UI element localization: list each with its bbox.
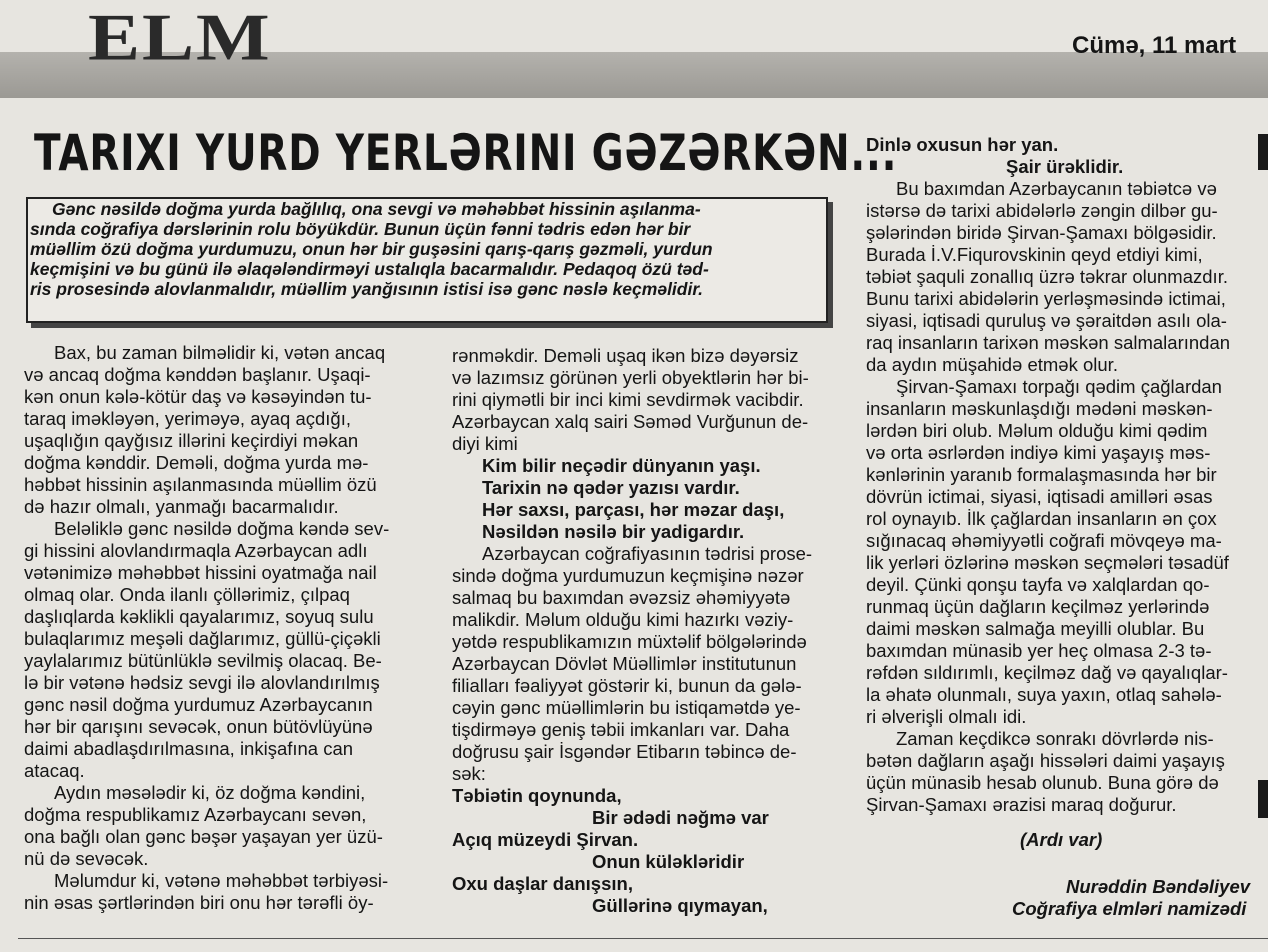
continued-text: (Ardı var): [1020, 829, 1103, 850]
text-line: diyi kimi: [452, 433, 518, 454]
text-line: doğrusu şair İsgəndər Etibarın təbincə de-: [452, 741, 797, 762]
text-line: də hazır olmalı, yanmağı bacarmalıdır.: [24, 496, 339, 517]
text-line: kənlərinin yaranıb formalaşmasında hər bir: [866, 464, 1217, 485]
text-line: da aydın müşahidə etmək olur.: [866, 354, 1118, 375]
article-headline: TARIXI YURD YERLƏRINI GƏZƏRKƏN...: [34, 124, 898, 182]
text-line: la əhatə olunmalı, suya yaxın, otlaq sahələ-: [866, 684, 1222, 705]
text-line: nü də sevəcək.: [24, 848, 149, 869]
text-line: şələrindən biridə Şirvan-Şamaxı bölgəsidir.: [866, 222, 1217, 243]
section-title: ELM: [88, 0, 272, 74]
text-line: gənc nəsil doğma yurdumuz Azərbaycanın: [24, 694, 373, 715]
text-line: Oxu daşlar danışsın,: [452, 873, 633, 894]
text-line: rini qiymətli bir inci kimi sevdirmək vacibdir.: [452, 389, 804, 410]
text-line: kən onun kələ-kötür daş və kəsəyindən tu-: [24, 386, 372, 407]
text-line: və lazımsız görünən yerli obyektlərin hər bi-: [452, 367, 809, 388]
text-line: Bir ədədi nəğmə var: [592, 807, 769, 828]
text-line: ri əlverişli olmalı idi.: [866, 706, 1027, 727]
text-line: gi hissini alovlandırmaqla Azərbaycan adlı: [24, 540, 368, 561]
text-line: doğma respublikamız Azərbaycanı sevən,: [24, 804, 367, 825]
text-line: bətən dağların aşağı hissələri daimi yaşayış: [866, 750, 1225, 771]
text-line: siyasi, iqtisadi quruluş və şəraitdən asılı ola-: [866, 310, 1227, 331]
text-line: Hər saxsı, parçası, hər məzar daşı,: [482, 499, 785, 520]
article-column-2: [452, 345, 842, 917]
text-line: bulaqlarımız meşəli dağlarımız, güllü-çiçəkli: [24, 628, 381, 649]
lead-line: keçmişini və bu günü ilə əlaqələndirməyi ustalıqla bacarmalıdır. Pedaqoq özü təd-: [30, 259, 709, 279]
text-line: və ancaq doğma kənddən başlanır. Uşaqi-: [24, 364, 371, 385]
text-line: runmaq üçün dağların keçilməz yerlərində: [866, 596, 1210, 617]
text-line: Dinlə oxusun hər yan.: [866, 134, 1059, 155]
text-line: daimi abadlaşdırılmasına, inkişafına can: [24, 738, 354, 759]
author-name: [1066, 876, 1250, 898]
text-line: malikdir. Məlum olduğu kimi hazırkı vəziy-: [452, 609, 794, 630]
text-line: Təbiətin qoynunda,: [452, 785, 622, 806]
article-column-3: [866, 134, 1262, 816]
text-line: Şair ürəklidir.: [1006, 156, 1124, 177]
issue-date: Cümə, 11 mart: [1072, 32, 1237, 59]
text-line: rol oynayıb. İlk çağlardan insanların ən çox: [866, 508, 1217, 529]
continued-note: [1020, 829, 1102, 851]
text-line: tişdirməyə geniş təbii imkanları var. Daha: [452, 719, 790, 740]
article-column-1: [24, 342, 434, 914]
text-line: rənməkdir. Deməli uşaq ikən bizə dəyərsiz: [452, 345, 799, 366]
text-line: Şirvan-Şamaxı ərazisi maraq doğurur.: [866, 794, 1177, 815]
text-line: Azərbaycan coğrafiyasının tədrisi prose-: [482, 543, 813, 564]
text-line: salmaq bu baxımdan əvəzsiz əhəmiyyətə: [452, 587, 791, 608]
lead-line: ris prosesində alovlanmalıdır, müəllim yanğısının istisi isə gənc nəslə keçməlidir.: [30, 279, 704, 299]
text-line: Bu baxımdan Azərbaycanın təbiətcə və: [896, 178, 1217, 199]
bottom-rule: [18, 938, 1268, 939]
text-line: nin əsas şərtlərindən biri onu hər tərəfli öy-: [24, 892, 374, 913]
text-line: yətdə respublikamızın müxtəlif bölgələrində: [452, 631, 807, 652]
text-line: Azərbaycan xalq sairi Səməd Vurğunun de-: [452, 411, 809, 432]
lead-line: Gənc nəsildə doğma yurda bağlılıq, ona sevgi və məhəbbət hissinin aşılanma-: [52, 199, 701, 219]
text-line: lə bir vətənə hədsiz sevgi ilə alovlandırılmış: [24, 672, 380, 693]
text-line: ona bağlı olan gənc bəşər yaşayan yer üzü-: [24, 826, 383, 847]
text-line: sək:: [452, 763, 486, 784]
text-line: olmaq olar. Onda ilanlı çöllərimiz, çılpaq: [24, 584, 350, 605]
text-line: cəyin gənc müəllimlərin bu istiqamətdə ye-: [452, 697, 801, 718]
text-line: baxımdan münasib yer heç olmasa 2-3 tə-: [866, 640, 1212, 661]
text-line: Aydın məsələdir ki, öz doğma kəndini,: [54, 782, 366, 803]
text-line: dövrün ictimai, siyasi, iqtisadi amilləri əsas: [866, 486, 1213, 507]
text-line: lik yerləri özlərinə məskən seçmələri təsadüf: [866, 552, 1229, 573]
text-line: rəfdən sıldırımlı, keçilməz dağ və qayalıqlar-: [866, 662, 1228, 683]
text-line: insanların məskunlaşdığı mədəni məskən-: [866, 398, 1213, 419]
text-line: Azərbaycan Dövlət Müəllimlər institutunun: [452, 653, 797, 674]
text-line: taraq imәkləyən, yeriməyə, ayaq açdığı,: [24, 408, 351, 429]
text-line: istərsə də tarixi abidələrlə zəngin dilbər gu-: [866, 200, 1218, 221]
lead-line: sında coğrafiya dərslərinin rolu böyükdür. Bunun üçün fənni tədris edən hər bir: [30, 219, 691, 239]
text-line: Bunu tarixi abidələrin yerləşməsində ictimai,: [866, 288, 1226, 309]
text-line: Nəsildən nəsilə bir yadigardır.: [482, 521, 745, 542]
text-line: doğma kənddir. Deməli, doğma yurda mə-: [24, 452, 369, 473]
text-line: deyil. Çünki qonşu tayfa və xalqlardan qo-: [866, 574, 1210, 595]
text-line: sində doğma yurdumuzun keçmişinə nəzər: [452, 565, 804, 586]
text-line: həbbət hissinin aşılanmasında müəllim özü: [24, 474, 377, 495]
text-line: raq insanların tarixən məskən salmalarından: [866, 332, 1231, 353]
text-line: Açıq müzeydi Şirvan.: [452, 829, 639, 850]
text-line: yaylalarımız bütünlüklə sevilmiş olacaq. Be-: [24, 650, 382, 671]
author-title: [1012, 898, 1246, 920]
text-line: Şirvan-Şamaxı torpağı qədim çağlardan: [896, 376, 1222, 397]
text-line: sığınacaq əhəmiyyətli coğrafi mövqeyə ma-: [866, 530, 1222, 551]
text-line: təbiət şaquli zonallıq üzrə təkrar olunmazdır.: [866, 266, 1228, 287]
text-line: daşlıqlarda kəklikli qayalarımız, soyuq sulu: [24, 606, 374, 627]
text-line: Bax, bu zaman bilməlidir ki, vətən ancaq: [54, 342, 386, 363]
text-line: Onun küləkləridir: [592, 851, 745, 872]
lead-box: [26, 197, 828, 323]
author-name-text: Nurəddin Bəndəliyev: [1066, 876, 1251, 897]
text-line: uşaqlığın qayğısız illərini keçirdiyi məkan: [24, 430, 359, 451]
text-line: Burada İ.V.Fiqurovskinin qeyd etdiyi kimi,: [866, 244, 1203, 265]
text-line: vətənimizə məhəbbət hissini oyatmağa nail: [24, 562, 377, 583]
lead-line: müəllim özü doğma yurdumuzu, onun hər bir guşəsini qarış-qarış gəzməli, yurdun: [30, 239, 713, 259]
text-line: hər bir qarışını sevəcək, onun bütövlüyünə: [24, 716, 373, 737]
text-line: Güllərinə qıymayan,: [592, 895, 768, 916]
text-line: filialları fəaliyyət göstərir ki, bunun da gələ-: [452, 675, 802, 696]
text-line: və orta əsrlərdən indiyə kimi yaşayış məs-: [866, 442, 1211, 463]
text-line: Kim bilir neçədir dünyanın yaşı.: [482, 455, 761, 476]
text-line: lərdən biri olub. Məlum olduğu kimi qədim: [866, 420, 1208, 441]
text-line: Tarixin nə qədər yazısı vardır.: [482, 477, 740, 498]
text-line: atacaq.: [24, 760, 85, 781]
text-line: daimi məskən salmağa meyilli olublar. Bu: [866, 618, 1205, 639]
text-line: Zaman keçdikcə sonrakı dövrlərdə nis-: [896, 728, 1214, 749]
text-line: Məlumdur ki, vətənə məhəbbət tərbiyəsi-: [54, 870, 389, 891]
text-line: üçün münasib hesab olunub. Buna görə də: [866, 772, 1219, 793]
author-title-text: Coğrafiya elmləri namizədi: [1012, 898, 1247, 919]
text-line: Beləliklə gənc nəsildə doğma kəndə sev-: [54, 518, 390, 539]
